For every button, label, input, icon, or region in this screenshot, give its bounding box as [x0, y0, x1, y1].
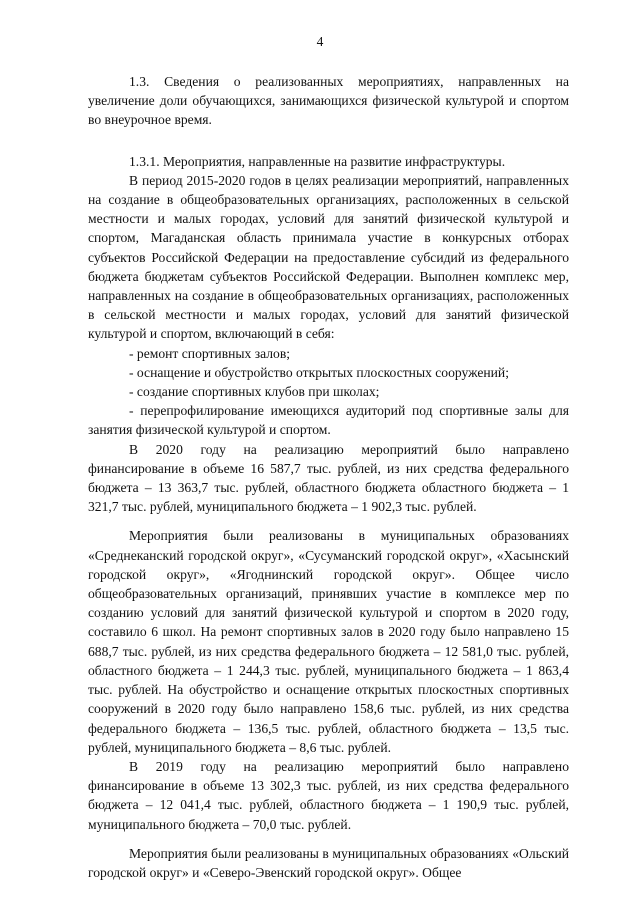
section-title: 1.3. Сведения о реализованных мероприятиях, направленных на увеличение доли обучающихся, занимающихся физической культурой и спортом во внеурочное время. — [88, 74, 569, 128]
list-item: - создание спортивных клубов при школах; — [129, 384, 380, 400]
paragraph-2020-municipalities: Мероприятия были реализованы в муниципальных образованиях «Среднеканский городской округ», «Сусуманский городской округ», «Хасынский городской округ», «Ягоднинский городской округ». Общее число общеобразовательных организаций, принявших участие в комплексе мер по созданию условий для занятий физической культурой и спортом в 2020 году, составило 6 школ. На ремонт спортивных залов в 2020 году было направлено 15 688,7 тыс. рублей, из них средства федерального бюджета – 12 581,0 тыс. рублей, областного бюджета – 1 244,3 тыс. рублей, муниципального бюджета – 1 863,4 тыс. рублей. На обустройство и оснащение открытых плоскостных спортивных сооружений в 2020 году было направлено 158,6 тыс. рублей, из них средства федерального бюджета – 136,5 тыс. рублей, областного бюджета – 13,5 тыс. рублей, муниципального бюджета – 8,6 тыс. рублей. — [88, 528, 569, 755]
subsection-title: 1.3.1. Мероприятия, направленные на развитие инфраструктуры. — [129, 153, 506, 169]
list-item: - ремонт спортивных залов; — [129, 345, 291, 361]
page-number: 4 — [316, 34, 324, 49]
measures-list — [88, 344, 569, 440]
paragraph-infrastructure: В период 2015-2020 годов в целях реализации мероприятий, направленных на создание в общеобразовательных организациях, расположенных в сельской местности и малых городах, условий для занятий физической культурой и спортом, Магаданская область принимала участие в конкурсных отборах субъектов Российской Федерации на предоставление субсидий из федерального бюджета бюджетам субъектов Российской Федерации. Выполнен комплекс мер, направленных на создание в общеобразовательных организациях, расположенных в сельской местности и малых городах, условий для занятий физической культурой и спортом, включающий в себя: — [88, 172, 569, 342]
paragraph-2019-municipalities: Мероприятия были реализованы в муниципальных образованиях «Ольский городской округ» и «Северо-Эвенский городской округ». Общее — [88, 845, 569, 880]
paragraph-2019-funding: В 2019 году на реализацию мероприятий было направлено финансирование в объеме 13 302,3 тыс. рублей, из них средства федерального бюджета – 12 041,4 тыс. рублей, областного бюджета – 1 190,9 тыс. рублей, муниципального бюджета – 70,0 тыс. рублей. — [88, 758, 569, 832]
paragraph-2020-funding: В 2020 году на реализацию мероприятий было направлено финансирование в объеме 16 587,7 тыс. рублей, из них средства федерального бюджета – 13 363,7 тыс. рублей, областного бюджета областного бюджета – 1 321,7 тыс. рублей, муниципального бюджета – 1 902,3 тыс. рублей. — [88, 441, 569, 515]
document-body — [88, 72, 569, 882]
list-item: - оснащение и обустройство открытых плоскостных сооружений; — [129, 364, 509, 380]
list-item: - перепрофилирование имеющихся аудиторий под спортивные залы для занятия физической культурой и спортом. — [88, 403, 569, 438]
